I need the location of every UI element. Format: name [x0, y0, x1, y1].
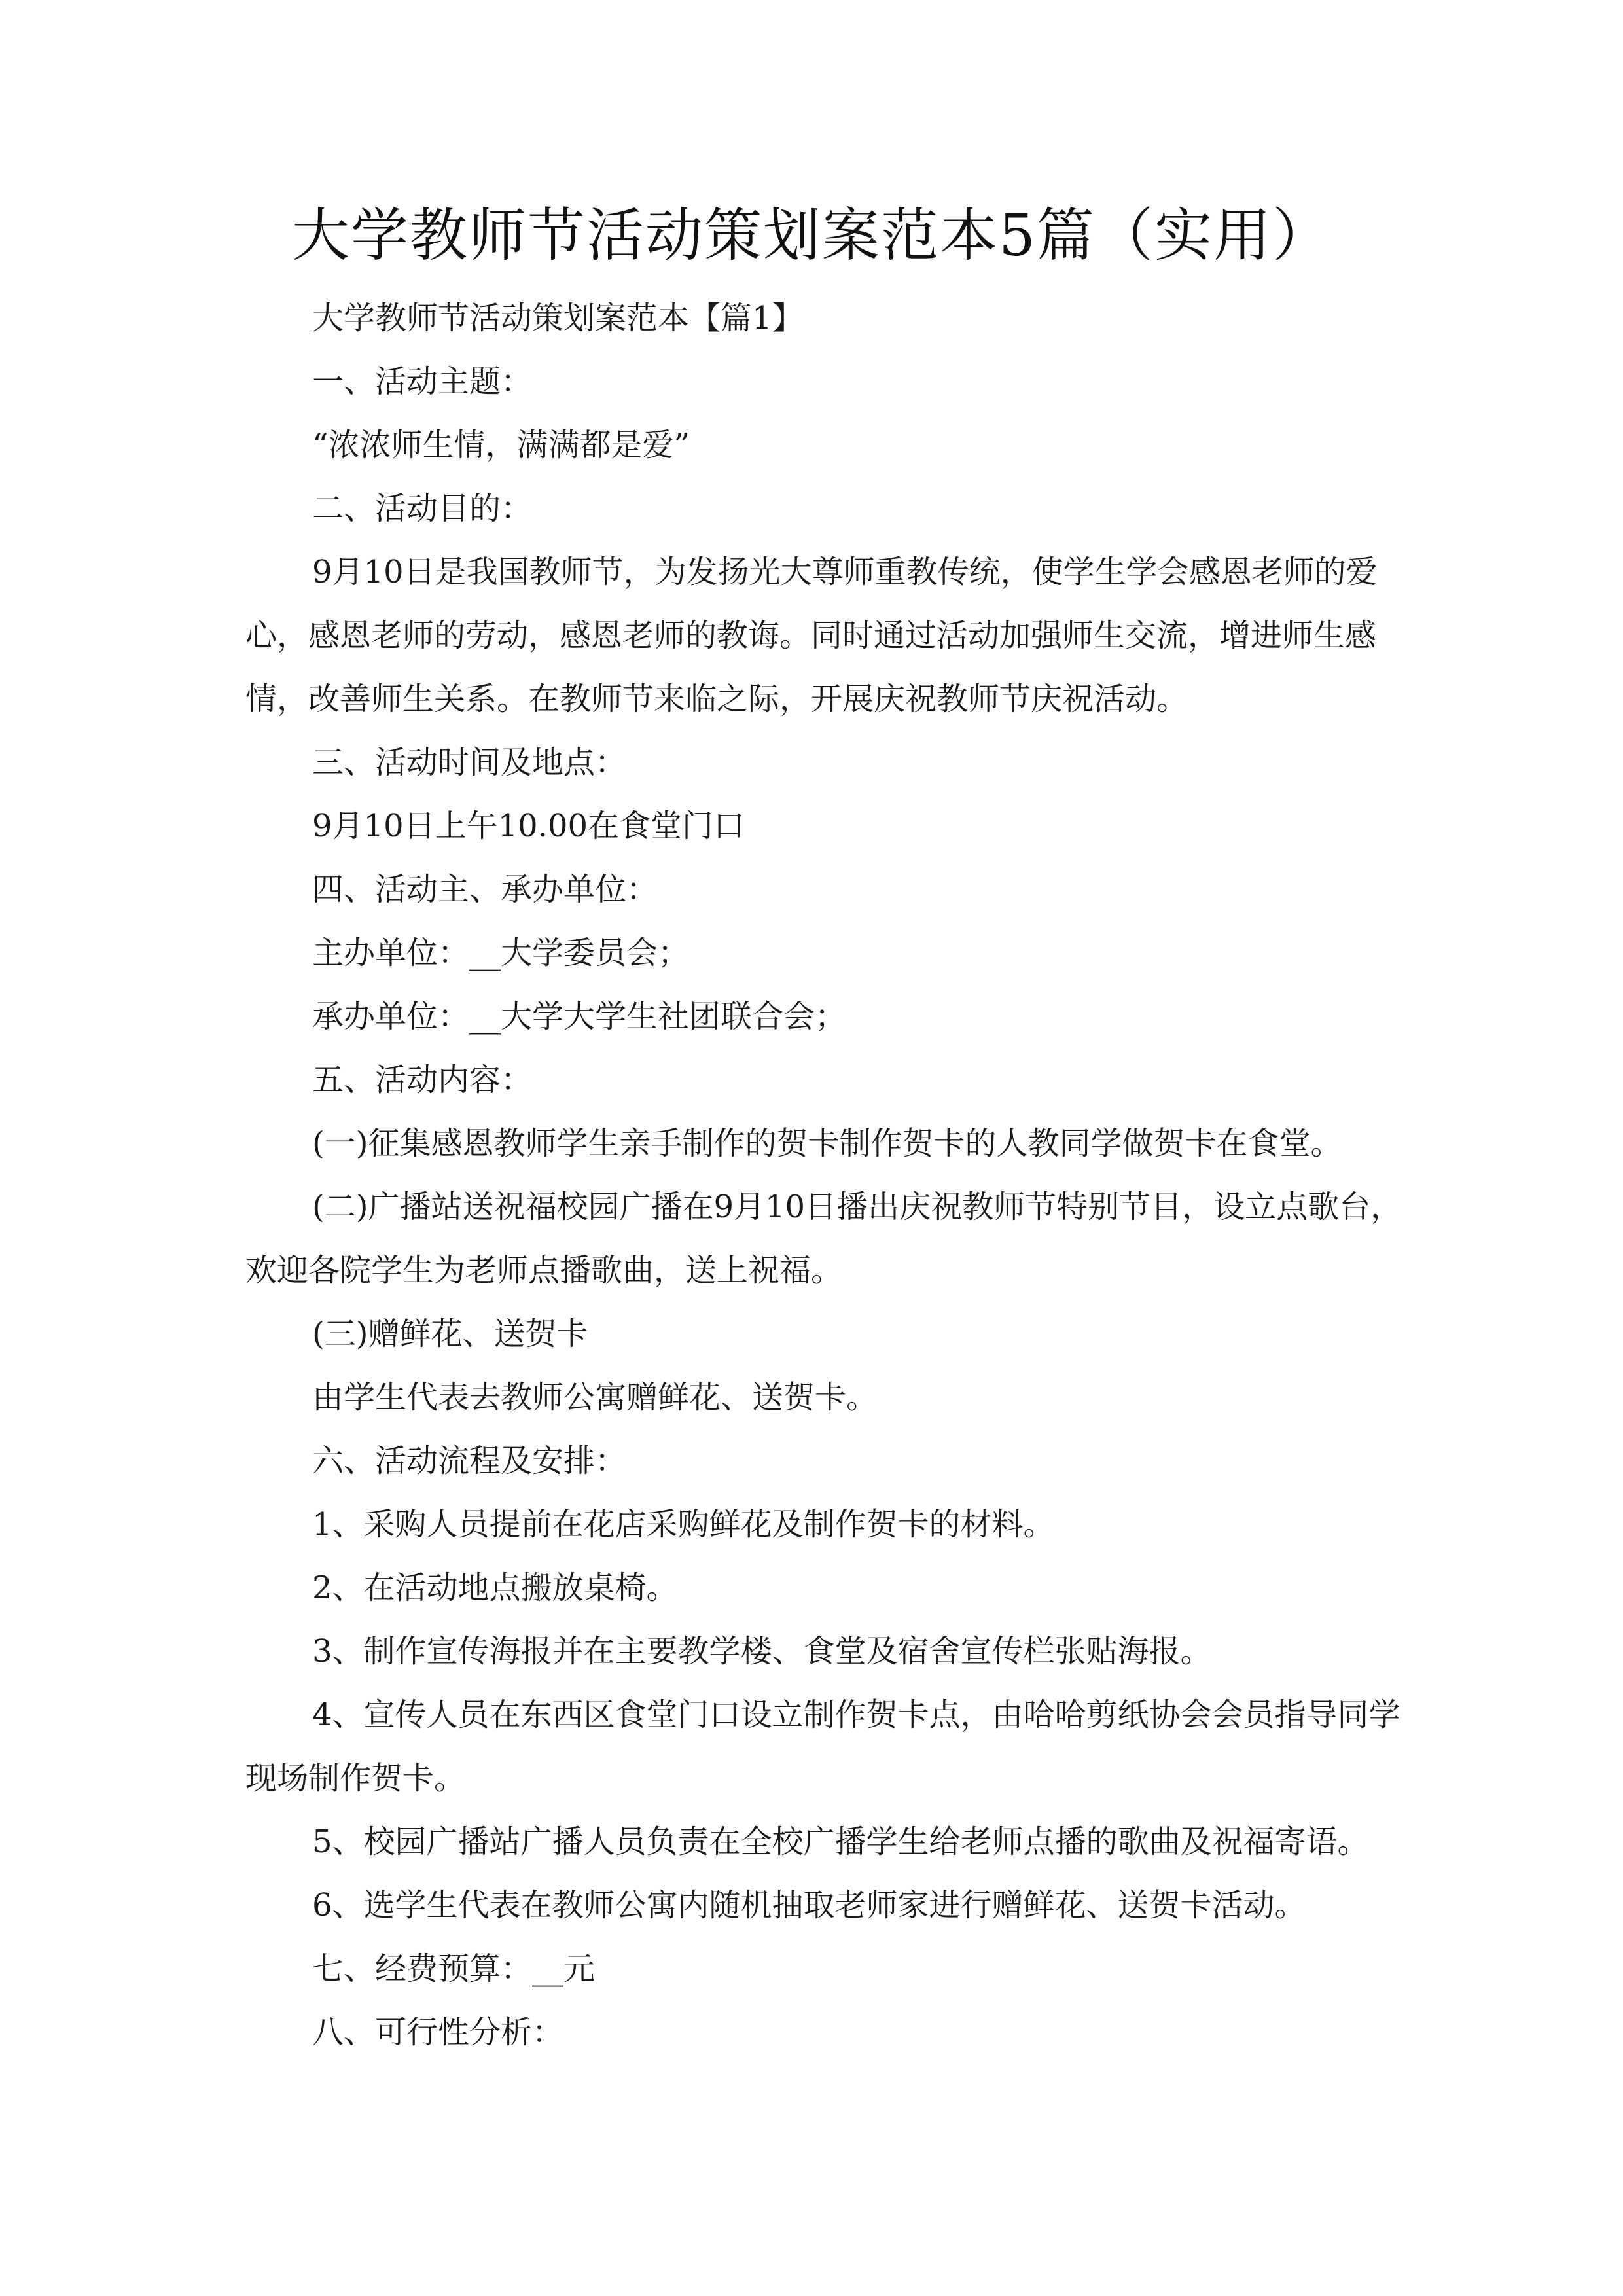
list-item: 1、采购人员提前在花店采购鲜花及制作贺卡的材料。	[312, 1506, 1055, 1543]
paragraph: 9月10日上午10.00在食堂门口	[312, 808, 745, 844]
paragraph: (一)征集感恩教师学生亲手制作的贺卡制作贺卡的人教同学做贺卡在食堂。	[312, 1125, 1342, 1162]
paragraph: 由学生代表去教师公寓赠鲜花、送贺卡。	[312, 1379, 878, 1416]
document-body	[245, 287, 1404, 2064]
section-heading: 八、可行性分析：	[312, 2014, 564, 2051]
document-title: 大学教师节活动策划案范本5篇（实用）	[292, 202, 1331, 269]
list-item: 3、制作宣传海报并在主要教学楼、食堂及宿舍宣传栏张贴海报。	[312, 1633, 1212, 1670]
section-heading: 四、活动主、承办单位：	[312, 871, 658, 908]
section-heading: 六、活动流程及安排：	[312, 1443, 627, 1479]
list-item: 2、在活动地点搬放桌椅。	[312, 1570, 678, 1606]
paragraph: (三)赠鲜花、送贺卡	[312, 1316, 588, 1352]
section-heading: 三、活动时间及地点：	[312, 744, 627, 781]
paragraph: 9月10日是我国教师节，为发扬光大尊师重教传统，使学生学会感恩老师的爱心，感恩老师的劳动，感恩老师的教诲。同时通过活动加强师生交流，增进师生感情，改善师生关系。在教师节来临之际，开展庆祝教师节庆祝活动。	[245, 554, 1378, 717]
paragraph: 承办单位：__大学大学生社团联合会；	[312, 998, 847, 1035]
paragraph: (二)广播站送祝福校园广播在9月10日播出庆祝教师节特别节目，设立点歌台，欢迎各院学生为老师点播歌曲，送上祝福。	[245, 1189, 1402, 1289]
paragraph: “浓浓师生情，满满都是爱”	[312, 427, 690, 463]
section-heading: 一、活动主题：	[312, 363, 533, 400]
paragraph: 主办单位：__大学委员会；	[312, 935, 690, 971]
section-heading: 五、活动内容：	[312, 1062, 533, 1098]
section-heading: 大学教师节活动策划案范本【篇1】	[312, 300, 804, 336]
section-heading: 七、经费预算：__元	[312, 1950, 596, 1987]
list-item: 4、宣传人员在东西区食堂门口设立制作贺卡点，由哈哈剪纸协会会员指导同学现场制作贺卡。	[245, 1696, 1400, 1797]
list-item: 5、校园广播站广播人员负责在全校广播学生给老师点播的歌曲及祝福寄语。	[312, 1823, 1369, 1860]
list-item: 6、选学生代表在教师公寓内随机抽取老师家进行赠鲜花、送贺卡活动。	[312, 1887, 1306, 1924]
section-heading: 二、活动目的：	[312, 490, 533, 527]
